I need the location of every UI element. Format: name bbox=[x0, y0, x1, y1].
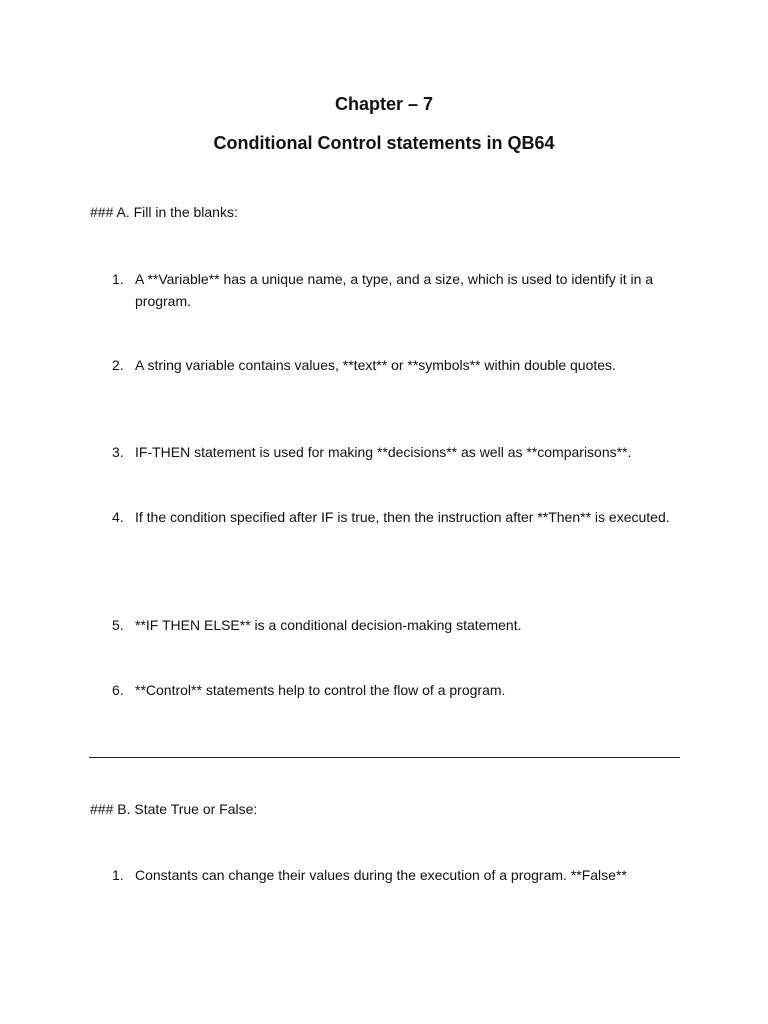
list-item-number: 1. bbox=[112, 867, 124, 883]
list-item-number: 1. bbox=[112, 271, 124, 287]
list-item-text: IF-THEN statement is used for making **decisions** as well as **comparisons**. bbox=[135, 444, 632, 460]
list-item-text: Constants can change their values during the execution of a program. **False** bbox=[135, 867, 627, 883]
list-item-number: 5. bbox=[112, 617, 124, 633]
section-a-heading: ### A. Fill in the blanks: bbox=[90, 204, 238, 220]
list-item-text: **Control** statements help to control the flow of a program. bbox=[135, 682, 506, 698]
list-item bbox=[112, 864, 682, 886]
list-item-text: A string variable contains values, **text** or **symbols** within double quotes. bbox=[135, 357, 616, 373]
chapter-title: Chapter – 7 bbox=[334, 94, 434, 114]
list-item-number: 4. bbox=[112, 509, 124, 525]
list-item bbox=[112, 679, 682, 701]
list-item-text: If the condition specified after IF is true, then the instruction after **Then** is executed. bbox=[135, 509, 670, 525]
section-b-heading: ### B. State True or False: bbox=[90, 801, 258, 817]
list-item-number: 3. bbox=[112, 444, 124, 460]
list-item bbox=[112, 354, 682, 376]
list-item bbox=[112, 614, 682, 636]
list-item-number: 6. bbox=[112, 682, 124, 698]
list-item-text: **IF THEN ELSE** is a conditional decision-making statement. bbox=[135, 617, 522, 633]
list-item-number: 2. bbox=[112, 357, 124, 373]
list-item bbox=[112, 506, 682, 528]
chapter-subtitle: Conditional Control statements in QB64 bbox=[213, 133, 555, 153]
list-item-text: A **Variable** has a unique name, a type, and a size, which is used to identify it in a program. bbox=[135, 271, 654, 309]
horizontal-divider bbox=[89, 757, 680, 758]
list-item bbox=[112, 268, 682, 312]
list-item bbox=[112, 441, 682, 463]
